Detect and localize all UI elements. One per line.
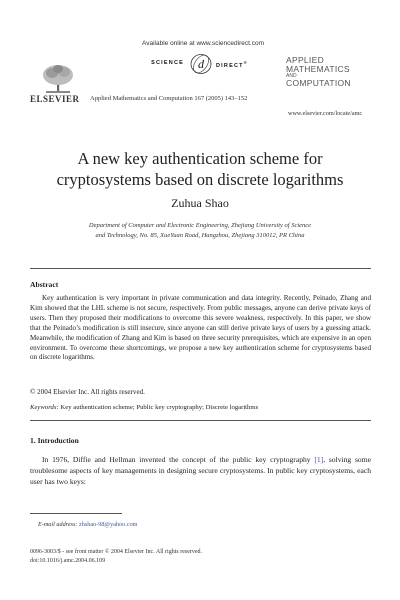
journal-brand-line3: COMPUTATION xyxy=(286,78,351,89)
journal-brand-logo xyxy=(286,56,386,88)
doi-line: doi:10.1016/j.amc.2004.06.109 xyxy=(30,558,106,564)
journal-citation: Applied Mathematics and Computation 167 (2005) 143–152 xyxy=(90,95,248,102)
email-link[interactable]: zhshao-98@yahoo.com xyxy=(79,521,138,528)
affiliation-line-1: Department of Computer and Electronic Engineering, Zhejiang University of Science xyxy=(88,222,312,229)
journal-url: www.elsevier.com/locate/amc xyxy=(288,110,363,117)
publisher-name: ELSEVIER xyxy=(30,94,80,104)
article-title xyxy=(20,148,380,190)
available-online-text: Available online at www.sciencedirect.com xyxy=(142,40,264,47)
sciencedirect-logo-left: SCIENCE xyxy=(151,60,184,66)
footnote-email xyxy=(38,521,137,528)
abstract-body xyxy=(30,294,371,363)
abstract-text: Key authentication is very important in private communication and data integrity. Recently, Peinado, Zhang and Kim showed that the LHL scheme is not secure, respectively. From public messages, anyone can derive private keys of users. Then they proposed their modifications to overcome this severe weakness, respectively. In this paper, we show that the Peinado’s modification is still insecure, since anyone can still derive private keys of users by a guessing attack. Meanwhile, the modification of Zhang and Kim is based on three security prerequisites, which are expensive in an open environment. To overcome these shortcomings, we propose a new key authentication scheme for cryptosystems based on discrete logarithms. xyxy=(30,294,371,362)
sciencedirect-d-icon xyxy=(190,53,212,75)
abstract-copyright: © 2004 Elsevier Inc. All rights reserved. xyxy=(30,388,145,396)
introduction-paragraph xyxy=(30,455,371,487)
abstract-heading: Abstract xyxy=(30,280,59,289)
affiliation-line-2: and Technology, No. 85, XueYuan Road, Hangzhou, Zhejiang 310012, PR China xyxy=(95,232,305,239)
author-name: Zuhua Shao xyxy=(171,196,229,210)
author-affiliation xyxy=(40,221,360,241)
sciencedirect-logo-right: DIRECT® xyxy=(216,60,248,69)
sciencedirect-logo xyxy=(128,53,278,77)
journal-brand-line1: APPLIED xyxy=(286,55,325,65)
title-line-2: cryptosystems based on discrete logarithms xyxy=(56,170,344,189)
svg-text:d: d xyxy=(198,57,204,71)
keywords-label: Keywords: xyxy=(30,404,59,411)
journal-brand-and: AND xyxy=(286,72,297,79)
introduction-heading: 1. Introduction xyxy=(30,436,79,445)
title-line-1: A new key authentication scheme for xyxy=(77,149,323,168)
keywords xyxy=(30,404,371,411)
intro-text-before-cite: In 1976, Diffie and Hellman invented the concept of the public key cryptography xyxy=(42,455,315,464)
elsevier-tree-icon xyxy=(38,63,78,95)
abstract-bottom-rule xyxy=(30,420,371,421)
front-matter-line: 0096-3003/$ - see front matter © 2004 Elsevier Inc. All rights reserved. xyxy=(30,549,203,555)
front-matter-footer xyxy=(30,548,202,566)
introduction-body xyxy=(30,455,371,487)
journal-brand-line2: MATHEMATICS xyxy=(286,63,350,74)
keywords-list: Key authentication scheme; Public key cryptography; Discrete logarithms xyxy=(60,404,259,411)
intro-text-after-cite: , solving some troublesome aspects of key managements in designing secure cryptosystems. In public key cryptosystems, each user has two keys: xyxy=(30,455,371,486)
abstract-top-rule xyxy=(30,268,371,269)
footnote-rule xyxy=(30,513,122,514)
email-label: E-mail address: xyxy=(38,521,78,528)
reference-link[interactable]: [1] xyxy=(314,455,324,464)
